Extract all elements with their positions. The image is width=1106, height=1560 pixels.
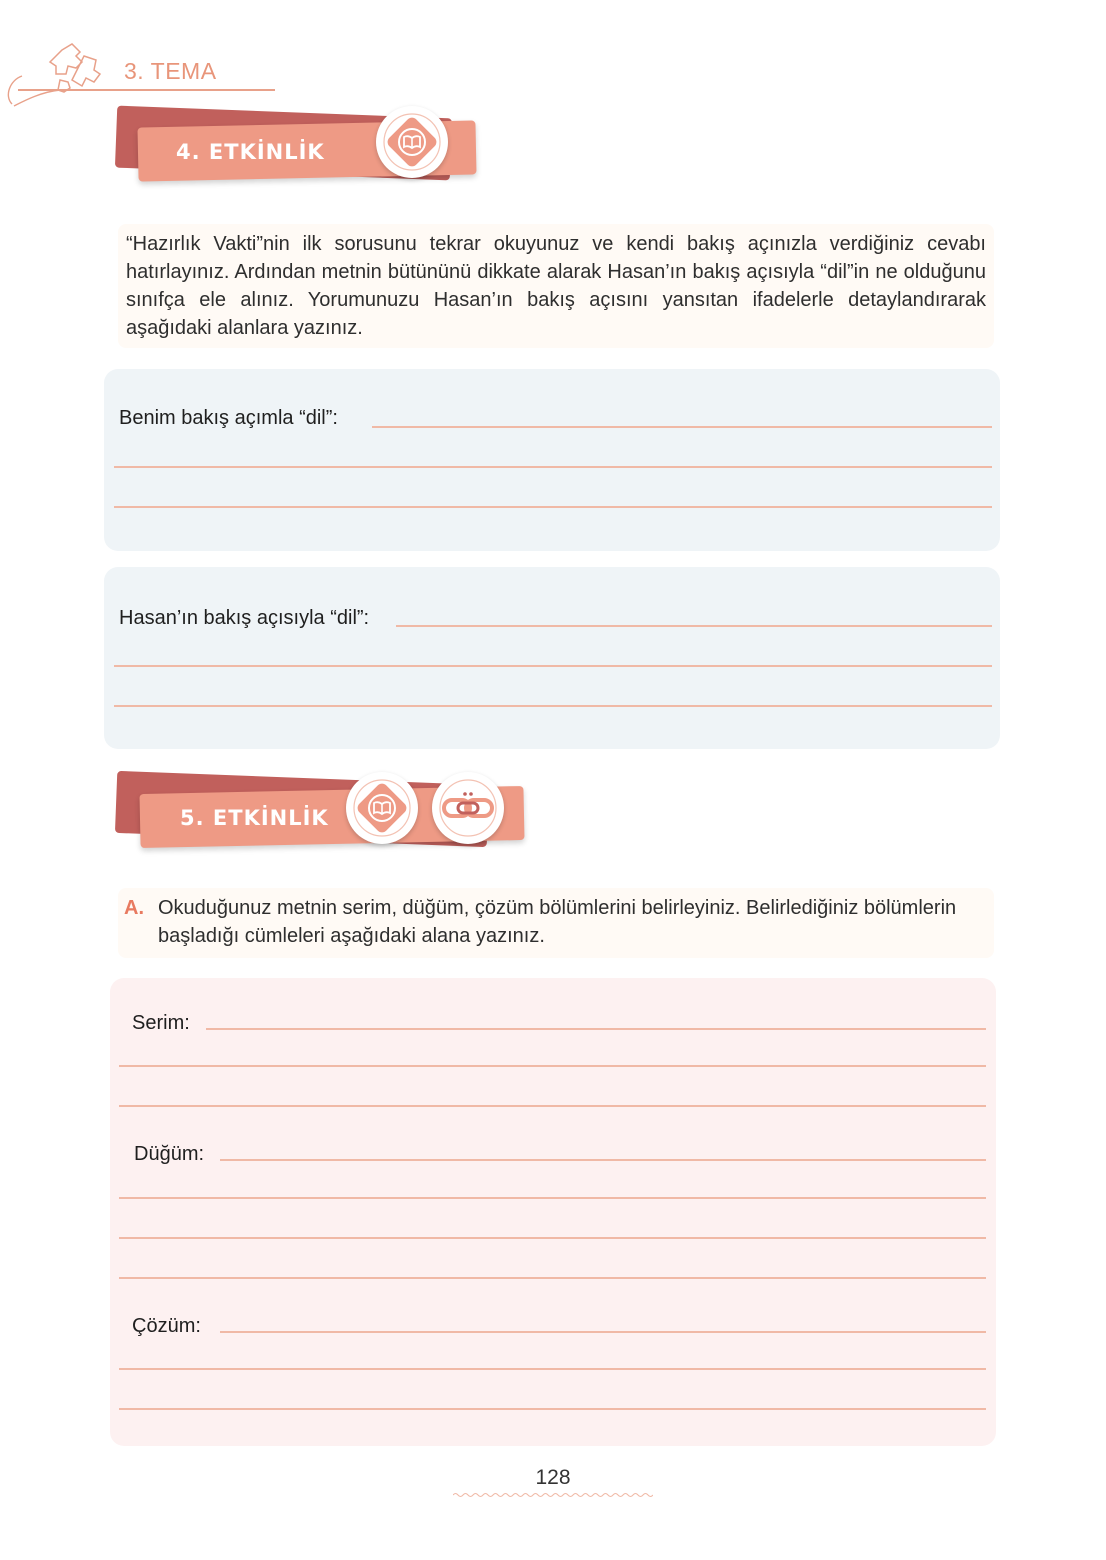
header-divider bbox=[18, 89, 275, 91]
answer-line[interactable] bbox=[114, 466, 992, 468]
item-letter: A. bbox=[124, 897, 144, 919]
plot-structure-answer-panel bbox=[110, 978, 996, 1446]
activity4-title: 4. ETKİNLİK bbox=[176, 140, 325, 164]
theme-title: 3. TEMA bbox=[124, 58, 217, 84]
serim-label: Serim: bbox=[132, 1012, 190, 1034]
hasan-view-label: Hasan’ın bakış açısıyla “dil”: bbox=[119, 607, 370, 629]
answer-line[interactable] bbox=[119, 1197, 986, 1199]
my-view-label: Benim bakış açımla “dil”: bbox=[119, 407, 338, 429]
hasan-view-answer-panel bbox=[104, 567, 1000, 749]
my-view-answer-panel bbox=[104, 369, 1000, 551]
answer-line[interactable] bbox=[119, 1408, 986, 1410]
answer-line[interactable] bbox=[206, 1028, 986, 1030]
activity5-instruction: Okuduğunuz metnin serim, düğüm, çözüm bölümlerini belirleyiniz. Belirlediğiniz bölümlerin başladığı cümleleri aşağıdaki alana yazınız. bbox=[158, 897, 957, 947]
activity5-title: 5. ETKİNLİK bbox=[180, 806, 329, 830]
activity4-badge bbox=[376, 106, 448, 178]
chain-link-icon bbox=[432, 772, 504, 844]
answer-line[interactable] bbox=[119, 1368, 986, 1370]
dugum-label: Düğüm: bbox=[134, 1143, 205, 1165]
answer-line[interactable] bbox=[114, 665, 992, 667]
decorative-wave-divider bbox=[453, 1492, 653, 1498]
answer-line[interactable] bbox=[114, 705, 992, 707]
activity5-banner bbox=[112, 768, 542, 868]
answer-line[interactable] bbox=[119, 1277, 986, 1279]
answer-line[interactable] bbox=[372, 426, 992, 428]
answer-line[interactable] bbox=[119, 1065, 986, 1067]
answer-line[interactable] bbox=[119, 1237, 986, 1239]
activity4-instruction: “Hazırlık Vakti”nin ilk sorusunu tekrar okuyunuz ve kendi bakış açınızla verdiğiniz cevabı hatırlayınız. Ardından metnin bütününü dikkate alarak Hasan’ın bakış açısıyla “dil”in ne olduğunu sınıfça ele alınız. Yorumunuzu Hasan’ın bakış açısını yansıtan ifadelerle detaylandırarak aşağıdaki alanlara yazınız. bbox=[118, 224, 994, 348]
answer-line[interactable] bbox=[119, 1105, 986, 1107]
answer-line[interactable] bbox=[114, 506, 992, 508]
cozum-label: Çözüm: bbox=[132, 1315, 201, 1337]
answer-line[interactable] bbox=[396, 625, 992, 627]
answer-line[interactable] bbox=[220, 1331, 986, 1333]
open-book-icon bbox=[376, 106, 448, 178]
activity5-instruction-block bbox=[118, 888, 994, 958]
activity5-chain-badge bbox=[432, 772, 504, 844]
open-book-icon bbox=[346, 772, 418, 844]
activity5-book-badge bbox=[346, 772, 418, 844]
page-number: 128 bbox=[535, 1466, 571, 1489]
activity4-banner bbox=[112, 104, 492, 204]
answer-line[interactable] bbox=[220, 1159, 986, 1161]
